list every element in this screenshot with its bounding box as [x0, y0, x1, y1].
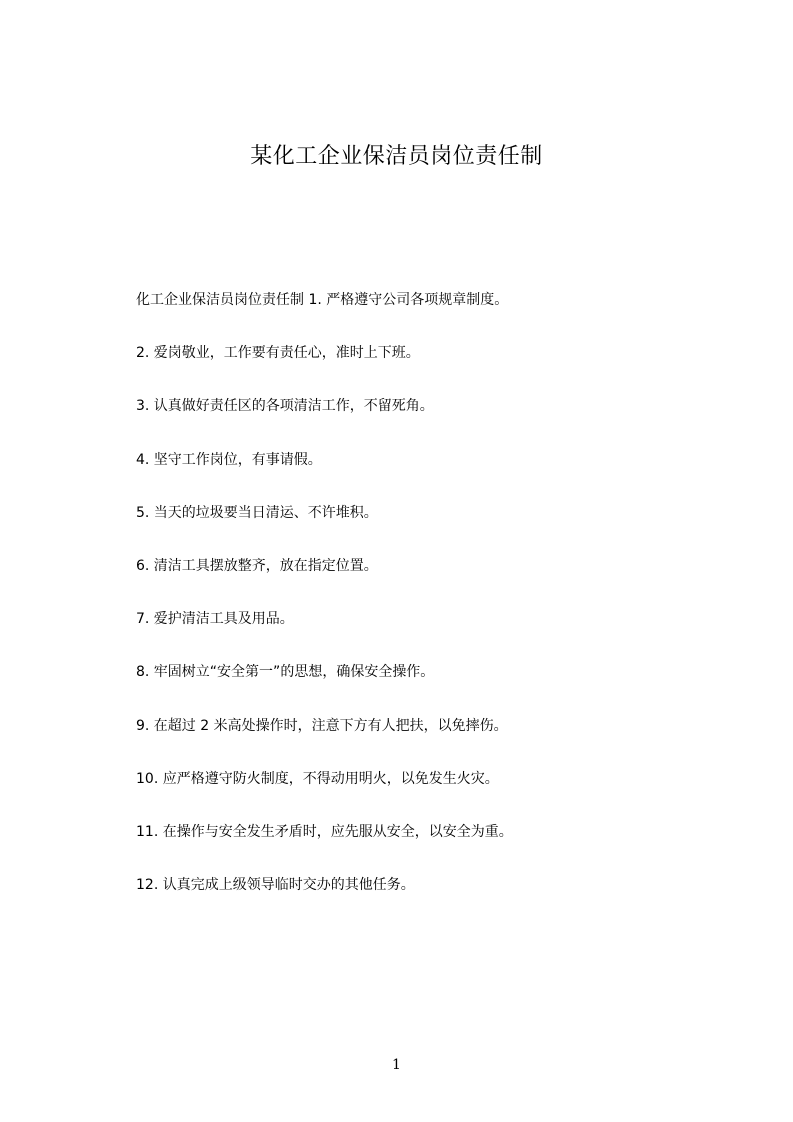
page-number: 1 — [392, 1057, 401, 1073]
paragraph-7: 7. 爱护清洁工具及用品。 — [136, 611, 294, 628]
document-title: 某化工企业保洁员岗位责任制 — [250, 144, 543, 169]
paragraph-4: 4. 坚守工作岗位，有事请假。 — [136, 451, 322, 468]
paragraph-2: 2. 爱岗敬业，工作要有责任心，准时上下班。 — [136, 345, 420, 362]
paragraph-5: 5. 当天的垃圾要当日清运、不许堆积。 — [136, 504, 378, 521]
responsibility-list — [136, 288, 696, 926]
paragraph-6: 6. 清洁工具摆放整齐，放在指定位置。 — [136, 557, 378, 574]
paragraph-9: 9. 在超过 2 米高处操作时，注意下方有人把扶，以免摔伤。 — [136, 717, 508, 734]
paragraph-1: 化工企业保洁员岗位责任制 1. 严格遵守公司各项规章制度。 — [136, 292, 509, 308]
paragraph-10: 10. 应严格遵守防火制度，不得动用明火，以免发生火灾。 — [136, 770, 499, 787]
paragraph-11: 11. 在操作与安全发生矛盾时，应先服从安全，以安全为重。 — [136, 823, 513, 840]
paragraph-3: 3. 认真做好责任区的各项清洁工作，不留死角。 — [136, 398, 434, 415]
paragraph-12: 12. 认真完成上级领导临时交办的其他任务。 — [136, 877, 415, 894]
paragraph-8: 8. 牢固树立“安全第一”的思想，确保安全操作。 — [136, 664, 435, 681]
